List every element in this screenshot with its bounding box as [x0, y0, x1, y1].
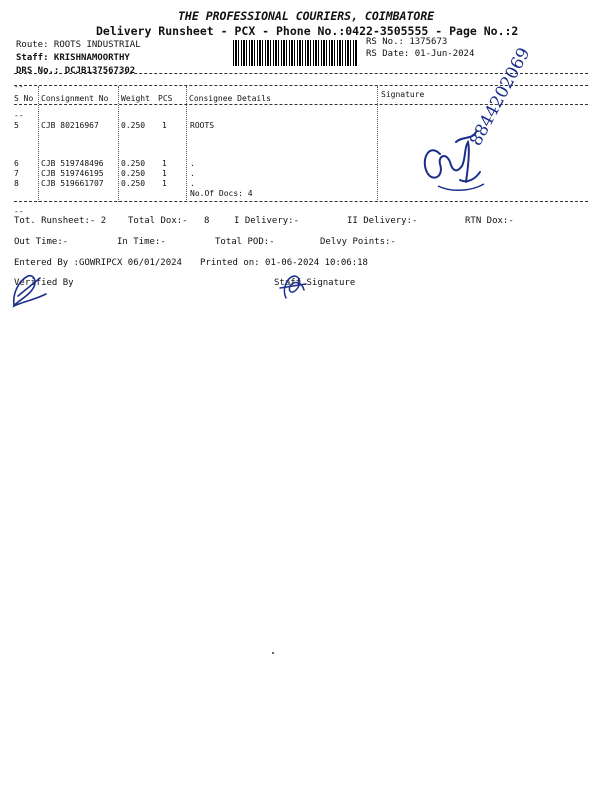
row-consignment: CJB 519661707 [41, 179, 104, 188]
total-dox-value: 8 [204, 216, 210, 226]
delvy-points: Delvy Points:- [320, 237, 396, 247]
total-pod: Total POD:- [215, 237, 275, 247]
runsheet-subtitle: Delivery Runsheet - PCX - Phone No.:0422-3505555 - Page No.:2 [96, 24, 519, 38]
row-weight: 0.250 [121, 169, 146, 178]
col-header-signature: Signature [381, 90, 425, 99]
row-pcs: 1 [162, 169, 167, 178]
row-pcs: 1 [162, 179, 167, 188]
staff-label: Staff: KRISHNAMOORTHY [16, 53, 130, 63]
tot-runsheet: Tot. Runsheet:- 2 [14, 216, 107, 226]
rs-date: RS Date: 01-Jun-2024 [366, 49, 475, 59]
row-weight: 0.250 [121, 121, 146, 130]
divider [14, 201, 588, 202]
dash-mark: -- [14, 207, 24, 216]
row-weight: 0.250 [121, 179, 146, 188]
entered-by: Entered By :GOWRIPCX 06/01/2024 [14, 258, 182, 268]
column-separator [186, 86, 187, 202]
row-consignment: CJB 80216967 [41, 121, 99, 130]
row-consignment: CJB 519748496 [41, 159, 104, 168]
row-consignee: . [190, 179, 195, 188]
col-header-weight: Weight [121, 94, 150, 103]
barcode [233, 40, 358, 66]
staff-signature-label: Staff Signature [274, 278, 356, 288]
in-time: In Time:- [117, 237, 166, 247]
row-sno: 6 [14, 159, 19, 168]
row-sno: 8 [14, 179, 19, 188]
row-weight: 0.250 [121, 159, 146, 168]
company-title: THE PROFESSIONAL COURIERS, COIMBATORE [178, 9, 435, 23]
dash-mark: -- [14, 111, 24, 120]
printed-on: Printed on: 01-06-2024 10:06:18 [200, 258, 368, 268]
row-consignment: CJB 519746195 [41, 169, 104, 178]
dash-mark: -- [14, 82, 24, 91]
row-pcs: 1 [162, 159, 167, 168]
row-pcs: 1 [162, 121, 167, 130]
no-of-docs: No.Of Docs: 4 [190, 189, 253, 198]
rtn-dox: RTN Dox:- [465, 216, 514, 226]
route-label: Route: ROOTS INDUSTRIAL [16, 40, 141, 50]
ii-delivery: II Delivery:- [347, 216, 418, 226]
staff-signature-scribble [274, 270, 314, 306]
handwritten-phone: 8844202069 [466, 44, 535, 150]
row-consignee: . [190, 169, 195, 178]
speck [272, 652, 274, 654]
drs-number: DRS No.: DCJB137567302 [16, 66, 136, 76]
col-header-sno: S No [14, 94, 34, 103]
col-header-pcs: PCS [158, 94, 173, 103]
column-separator [377, 86, 378, 202]
row-sno: 7 [14, 169, 19, 178]
col-header-consignee: Consignee Details [189, 94, 271, 103]
i-delivery: I Delivery:- [234, 216, 300, 226]
column-separator [38, 86, 39, 202]
rs-number: RS No.: 1375673 [366, 37, 448, 47]
col-header-consignment: Consignment No [41, 94, 109, 103]
verified-by: Verified By [14, 278, 74, 288]
out-time: Out Time:- [14, 237, 69, 247]
verified-signature [4, 266, 54, 316]
row-consignee: . [190, 159, 195, 168]
row-sno: 5 [14, 121, 19, 130]
column-separator [118, 86, 119, 202]
row-consignee: ROOTS [190, 121, 215, 130]
total-dox-label: Total Dox:- [128, 216, 188, 226]
